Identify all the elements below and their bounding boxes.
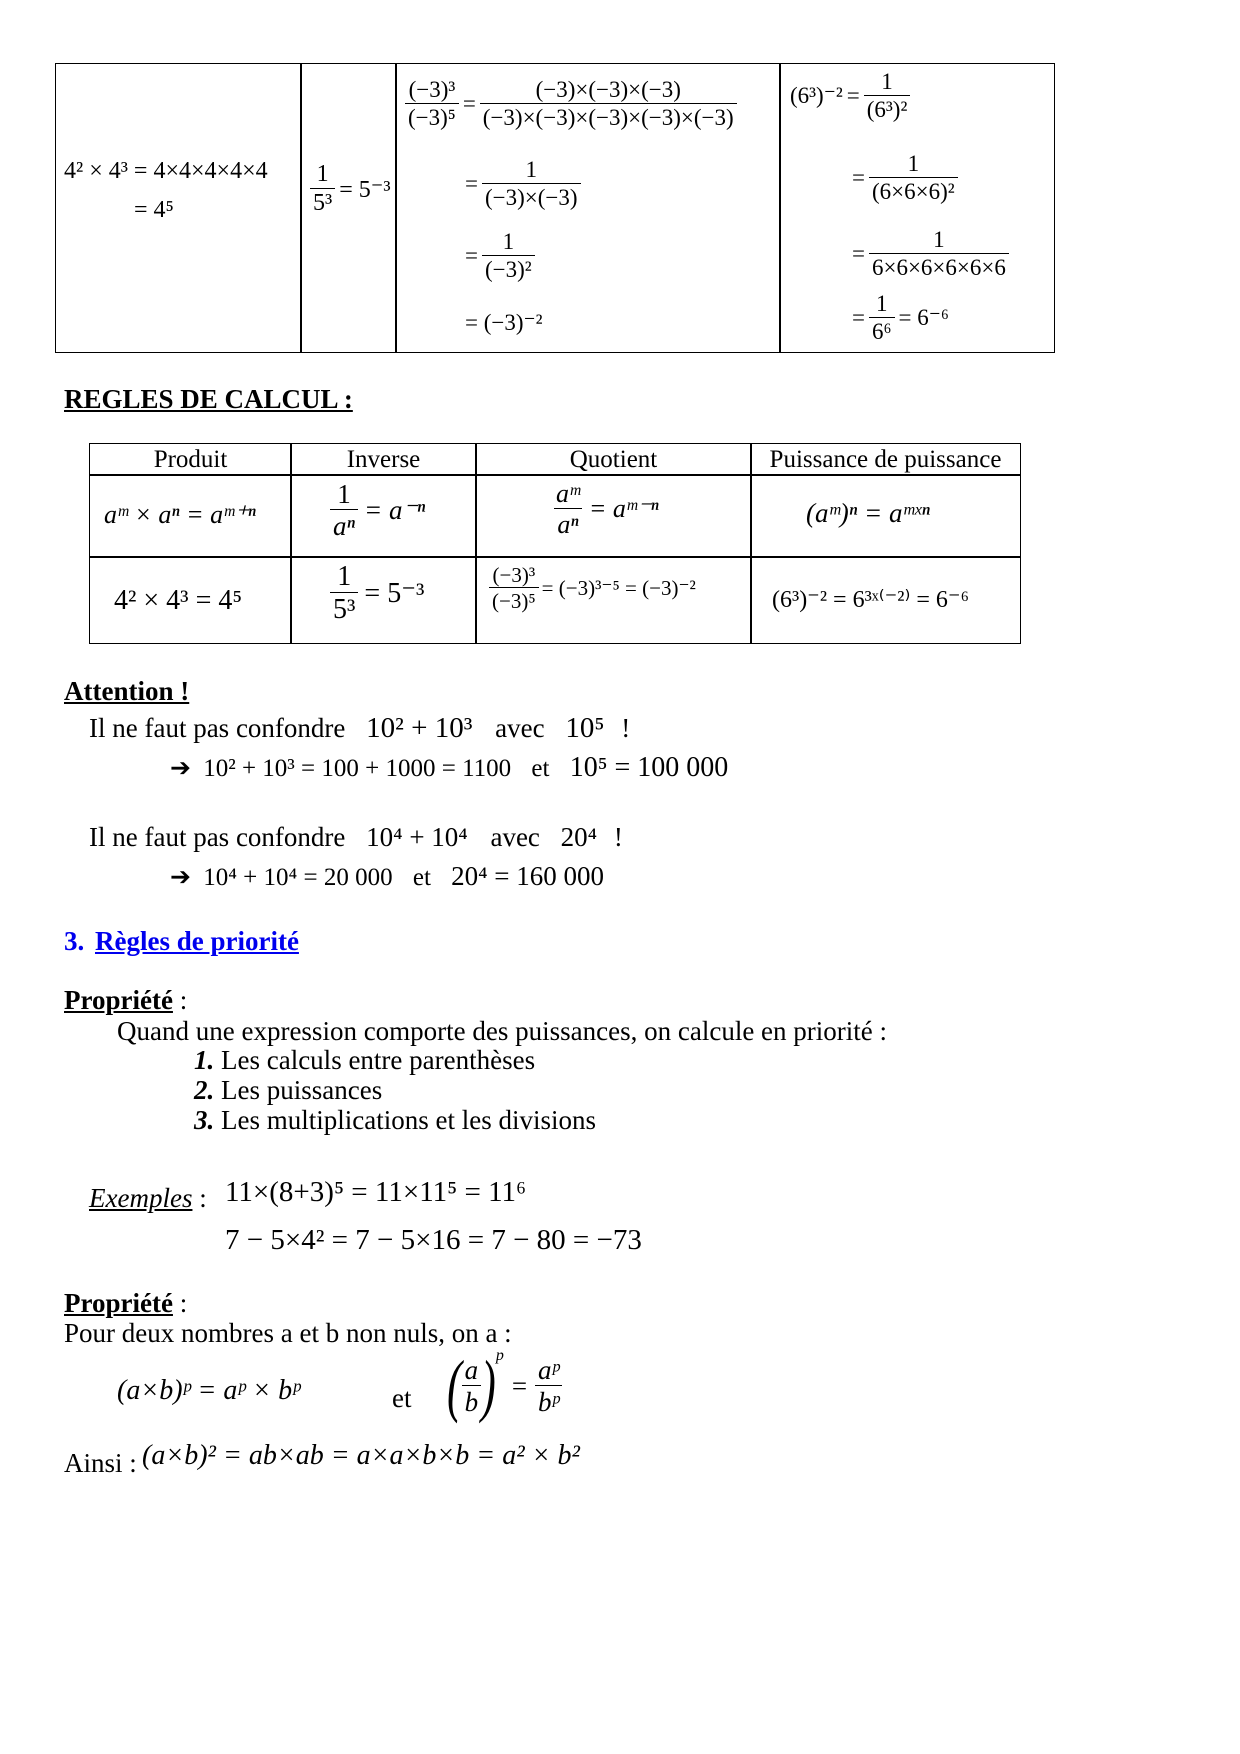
- inverse-rhs: = 5⁻³: [339, 176, 391, 203]
- attention-1-text: Il ne faut pas confondre: [89, 713, 346, 743]
- section-3-title[interactable]: Règles de priorité: [95, 926, 299, 956]
- attention-1-a: 10² + 10³: [366, 712, 473, 744]
- section-3-heading: [64, 926, 299, 957]
- f2-rhs-num: aᵖ: [538, 1355, 560, 1385]
- property-2-label: [64, 1288, 187, 1319]
- q-s1-den: (−3)×(−3)×(−3)×(−3)×(−3): [480, 103, 737, 130]
- formula-quotient-power: ( $\frac{a}{b}$ ) p = $\frac{\text{aᵖ}}{\text{bᵖ}}$: [447, 1356, 562, 1417]
- rule-quotient-den: aⁿ: [554, 508, 581, 538]
- rule-inverse-general: [330, 480, 425, 541]
- quotient-step-1: $\frac{\text{(−3)³}}{\text{(−3)⁵}}$ = $\frac{(-3)\times(-3)\times(-3)}{(-3)\times(-3)\times(-3)\times(-3)\times(-3)}$: [405, 78, 737, 130]
- attention-2-calc-a: 10⁴ + 10⁴ = 20 000: [203, 864, 393, 891]
- section-3-number: 3.: [64, 926, 85, 956]
- rule-inverse-ex-den: 5³: [330, 592, 358, 624]
- property-1-colon: :: [172, 985, 188, 1015]
- q-s1-num: (−3)×(−3)×(−3): [535, 77, 681, 102]
- formula-product-power: (a×b)ᵖ = aᵖ × bᵖ: [117, 1375, 301, 1406]
- priority-item-3: [194, 1105, 596, 1136]
- f2-lhs-den: b: [462, 1385, 482, 1416]
- attention-1-b: 10⁵: [565, 712, 605, 744]
- rule-quotient-general: [553, 480, 659, 539]
- example-1: 11×(8+3)⁵ = 11×11⁵ = 11⁶: [225, 1176, 527, 1208]
- property-2-colon: :: [172, 1288, 188, 1318]
- attention-2-a: 10⁴ + 10⁴: [366, 822, 468, 852]
- rule-quotient-example: [489, 564, 696, 612]
- quotient-step-3: = $\frac{1}{\text{(−3)²}}$: [465, 230, 535, 282]
- p-s2-num: 1: [907, 151, 920, 176]
- quotient-step-4: = (−3)⁻²: [465, 310, 543, 335]
- ainsi-label: Ainsi :: [64, 1448, 137, 1478]
- inverse-num: 1: [316, 161, 329, 187]
- f2-rhs-den: bᵖ: [535, 1385, 562, 1416]
- property-2-intro: Pour deux nombres a et b non nuls, on a :: [64, 1318, 512, 1348]
- p-s3-num: 1: [933, 227, 945, 252]
- rule-puissance-general: (aᵐ)ⁿ = aᵐˣⁿ: [806, 498, 930, 528]
- rule-produit-example: 4² × 4³ = 4⁵: [114, 585, 243, 616]
- p-s4-rhs: = 6⁻⁶: [898, 305, 949, 331]
- top-cell-product: [55, 63, 302, 353]
- attention-1-calc-b: 10⁵ = 100 000: [569, 752, 729, 783]
- priority-item-2: [194, 1075, 382, 1106]
- arrow-right-icon: ➔: [170, 755, 191, 782]
- rule-inverse-rhs: = a⁻ⁿ: [364, 494, 426, 525]
- f2-lhs-num: a: [464, 1355, 479, 1385]
- rule-inverse-ex-num: 1: [337, 561, 352, 592]
- attention-result-1: [170, 752, 728, 784]
- q-lhs-den: (−3)⁵: [405, 103, 459, 130]
- attention-result-2: [170, 861, 604, 892]
- ainsi-formula: (a×b)² = ab×ab = a×a×b×b = a² × b²: [142, 1440, 580, 1471]
- q-s2-num: 1: [525, 157, 538, 182]
- property-1-label: [64, 985, 187, 1016]
- rule-produit-general: aᵐ × aⁿ = aᵐ⁺ⁿ: [104, 500, 256, 529]
- q-s3-den: (−3)²: [482, 255, 535, 282]
- inverse-example: [310, 162, 391, 216]
- arrow-right-icon: ➔: [170, 864, 191, 891]
- attention-1-avec: avec: [495, 713, 545, 743]
- power-step-2: = $\frac{1}{\text{(6×6×6)²}}$: [852, 152, 958, 204]
- attention-2-excl: !: [613, 822, 623, 852]
- priority-item-1: [194, 1045, 535, 1076]
- attention-2-text: Il ne faut pas confondre: [89, 822, 346, 852]
- priority-item-1-number: 1.: [194, 1045, 215, 1075]
- power-step-1: (6³)⁻² = $\frac{1}{\text{(6³)²}}$: [790, 70, 910, 122]
- rules-header-puissance: Puissance de puissance: [750, 443, 1021, 476]
- rules-header-inverse: Inverse: [290, 443, 477, 476]
- attention-2-avec: avec: [490, 822, 540, 852]
- examples-label-text: Exemples: [89, 1183, 193, 1213]
- priority-item-1-text: Les calculs entre parenthèses: [221, 1045, 536, 1075]
- priority-item-2-number: 2.: [194, 1075, 215, 1105]
- rule-quotient-rhs: = aᵐ⁻ⁿ: [588, 494, 659, 524]
- q-s3-num: 1: [502, 229, 515, 254]
- rule-quotient-ex-rhs: = (−3)³⁻⁵ = (−3)⁻²: [541, 575, 696, 600]
- attention-2-calc-b: 20⁴ = 160 000: [451, 861, 605, 891]
- examples-colon: :: [192, 1183, 207, 1213]
- q-s2-den: (−3)×(−3): [482, 183, 581, 210]
- product-result: = 4⁵: [134, 197, 174, 223]
- rule-inverse-ex-rhs: = 5⁻³: [364, 578, 425, 610]
- attention-2-b: 20⁴: [560, 822, 598, 852]
- rule-inverse-den: aⁿ: [330, 509, 358, 540]
- rule-puissance-example: (6³)⁻² = 6³ˣ⁽⁻²⁾ = 6⁻⁶: [772, 587, 969, 613]
- rules-header-produit: Produit: [89, 443, 292, 476]
- rule-quotient-ex-den: (−3)⁵: [489, 587, 539, 612]
- attention-2-et: et: [412, 864, 431, 891]
- property-2-label-text: Propriété: [64, 1288, 173, 1318]
- rule-inverse-num: 1: [337, 479, 351, 509]
- rule-inverse-example: [330, 562, 424, 625]
- property-1-intro: Quand une expression comporte des puissances, on calcule en priorité :: [117, 1016, 888, 1046]
- priority-item-3-number: 3.: [194, 1105, 215, 1135]
- f2-lhs-exp: p: [495, 1347, 504, 1365]
- attention-1-et: et: [531, 755, 550, 782]
- rule-quotient-ex-num: (−3)³: [492, 563, 536, 587]
- quotient-step-2: = $\frac{1}{(-3)\times(-3)}$: [465, 158, 581, 210]
- attention-1-calc-a: 10² + 10³ = 100 + 1000 = 1100: [203, 755, 512, 782]
- p-s1-den: (6³)²: [864, 95, 911, 122]
- rule-quotient-num: aᵐ: [556, 479, 580, 508]
- p-s4-num: 1: [876, 291, 888, 316]
- example-2: 7 − 5×4² = 7 − 5×16 = 7 − 80 = −73: [225, 1224, 642, 1256]
- p-s2-den: (6×6×6)²: [869, 177, 958, 204]
- formula-et: et: [392, 1383, 412, 1413]
- q-lhs-num: (−3)³: [408, 77, 456, 102]
- attention-title: Attention !: [64, 676, 190, 706]
- priority-item-2-text: Les puissances: [221, 1075, 383, 1105]
- attention-line-2: [89, 822, 623, 853]
- rules-header-quotient: Quotient: [475, 443, 752, 476]
- p-lhs: (6³)⁻²: [790, 83, 843, 109]
- property-1-label-text: Propriété: [64, 985, 173, 1015]
- priority-item-3-text: Les multiplications et les divisions: [221, 1105, 596, 1135]
- product-expansion: 4² × 4³ = 4×4×4×4×4: [64, 158, 268, 184]
- p-s1-num: 1: [881, 69, 893, 94]
- rules-title: REGLES DE CALCUL :: [64, 384, 353, 414]
- power-step-4: = $\frac{1}{\text{6⁶}}$ = 6⁻⁶: [852, 291, 949, 345]
- attention-1-excl: !: [621, 713, 631, 743]
- examples-label: [89, 1183, 207, 1214]
- attention-line-1: [89, 712, 630, 745]
- p-s4-den: 6⁶: [869, 317, 895, 344]
- inverse-den: 5³: [310, 188, 335, 216]
- power-step-3: = $\frac{1}{6\times 6\times 6\times 6\times 6\times 6}$: [852, 228, 1009, 280]
- p-s3-den: 6×6×6×6×6×6: [869, 253, 1009, 280]
